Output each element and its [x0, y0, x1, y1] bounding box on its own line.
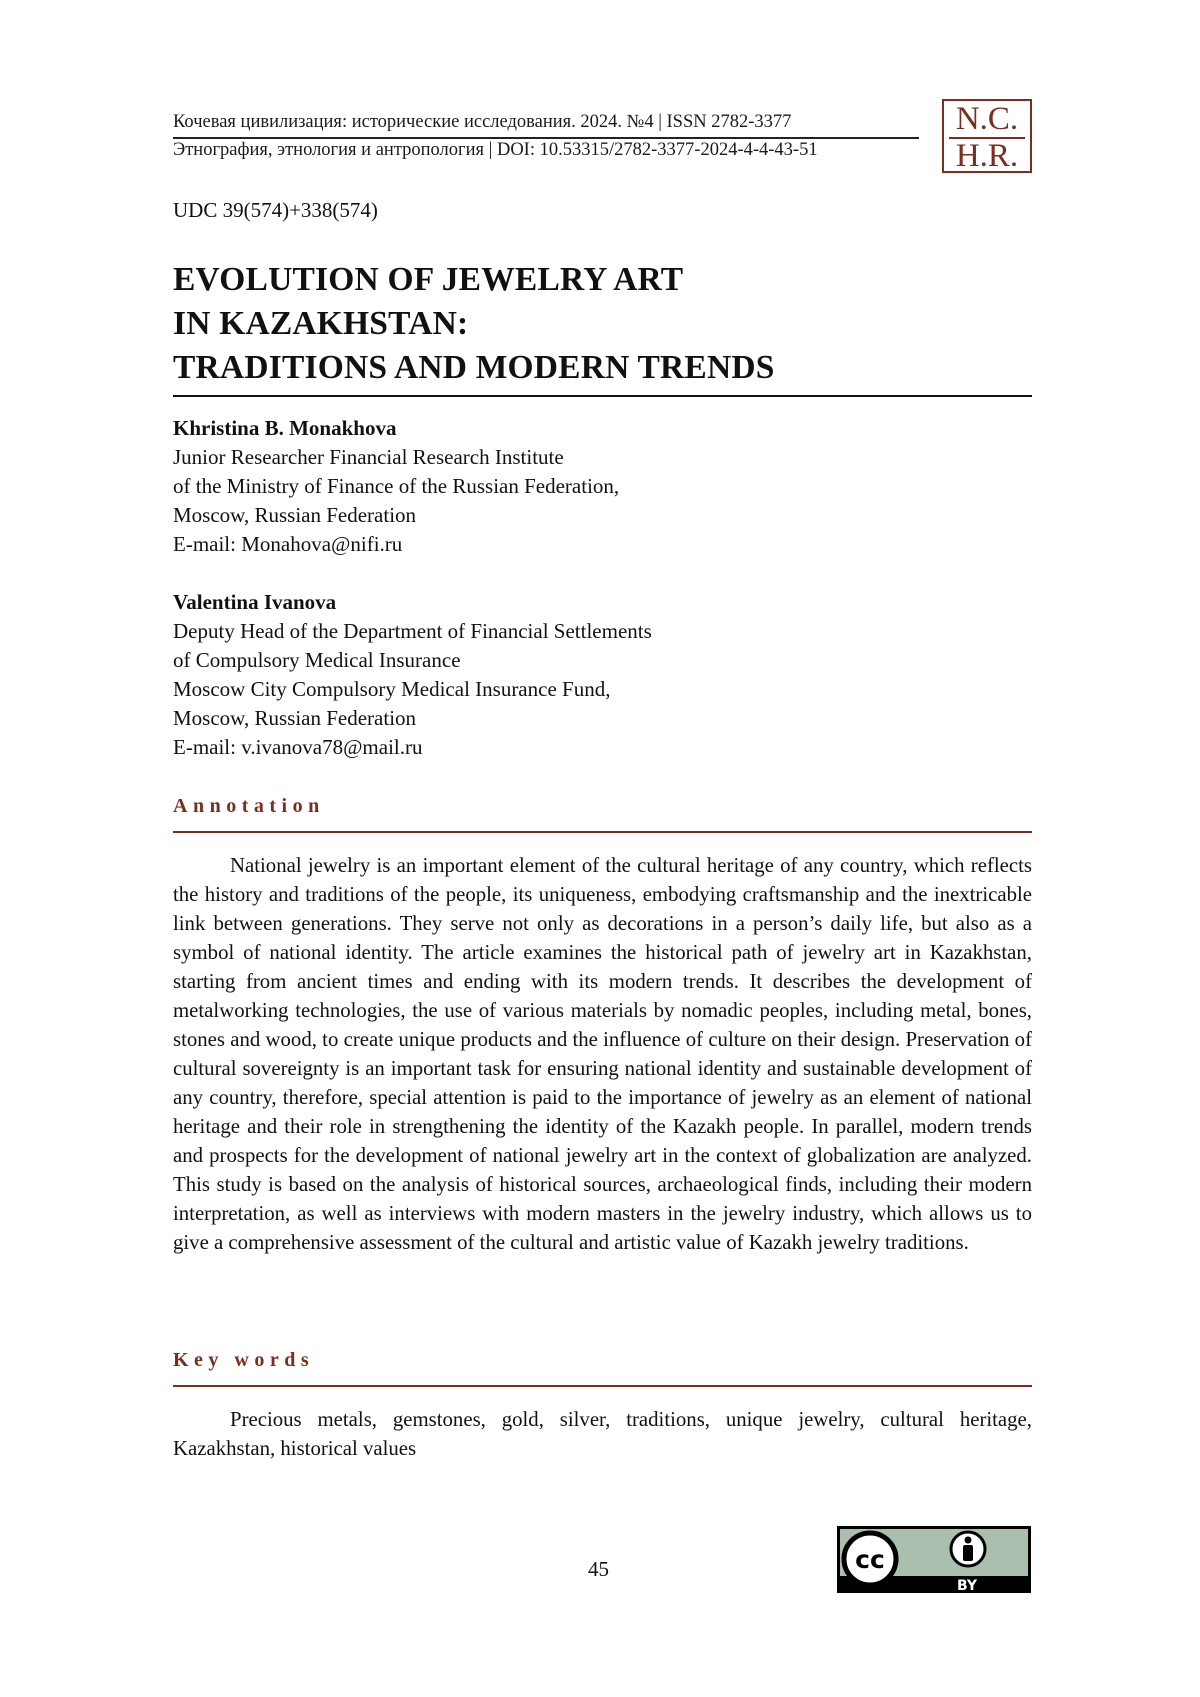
author-affiliation-line: of the Ministry of Finance of the Russian Federation, — [173, 474, 620, 498]
journal-line: Кочевая цивилизация: исторические исследования. 2024. №4 | ISSN 2782-3377 — [173, 112, 792, 132]
author-location: Moscow, Russian Federation — [173, 503, 417, 527]
author-block — [173, 414, 619, 559]
author-affiliation-line: Moscow City Compulsory Medical Insurance Fund, — [173, 677, 611, 701]
author-location: Moscow, Russian Federation — [173, 706, 417, 730]
annotation-text: National jewelry is an important element of the cultural heritage of any country, which reflects the history and traditions of the people, its uniqueness, embodying craftsmanship and the inextricable link between generations. They serve not only as decorations in a person’s daily life, but also as a symbol of national identity. The article examines the historical path of jewelry art in Kazakhstan, starting from ancient times and ending with its modern trends. It describes the development of metalworking technologies, the use of various materials by nomadic peoples, including metal, bones, stones and wood, to create unique products and the influence of culture on their design. Preservation of cultural sovereignty is an important task for ensuring national identity and sustainable development of any country, therefore, special attention is paid to the importance of jewelry as an element of national heritage and their role in strengthening the identity of the Kazakh people. In parallel, modern trends and prospects for the development of national jewelry art in the context of globalization are analyzed. This study is based on the analysis of historical sources, archaeological finds, including their modern interpretation, as well as interviews with modern masters in the jewelry industry, which allows us to give a comprehensive assessment of the cultural and artistic value of Kazakh jewelry traditions. — [173, 854, 1032, 1254]
annotation-rule — [173, 831, 1032, 833]
title-line-1: EVOLUTION OF JEWELRY ART — [173, 261, 684, 298]
author-name: Valentina Ivanova — [173, 590, 337, 614]
keywords-rule — [173, 1385, 1032, 1387]
author-email: E-mail: v.ivanova78@mail.ru — [173, 735, 423, 759]
keywords-text: Precious metals, gemstones, gold, silver, traditions, unique jewelry, cultural heritage, Kazakhstan, historical values — [173, 1408, 1032, 1460]
keywords-heading: Key words — [173, 1349, 315, 1371]
title-rule — [173, 395, 1032, 397]
logo-top-text: N.C. — [955, 101, 1019, 137]
article-title — [173, 258, 775, 390]
person-head-icon — [965, 1537, 972, 1544]
cc-letters-icon: cc — [855, 1545, 885, 1574]
author-name: Khristina B. Monakhova — [173, 416, 397, 440]
section-doi-line: Этнография, этнология и антропология | DOI: 10.53315/2782-3377-2024-4-4-43-51 — [173, 140, 818, 160]
author-affiliation-line: Deputy Head of the Department of Financial Settlements — [173, 619, 652, 643]
journal-logo — [942, 99, 1032, 173]
title-line-3: TRADITIONS AND MODERN TRENDS — [173, 349, 775, 386]
annotation-heading: Annotation — [173, 795, 325, 817]
cc-by-license-badge[interactable] — [836, 1525, 1032, 1594]
udc-code: UDC 39(574)+338(574) — [173, 198, 378, 222]
title-line-2: IN KAZAKHSTAN: — [173, 305, 469, 342]
page-number: 45 — [588, 1557, 609, 1581]
license-label: BY — [956, 1578, 978, 1594]
author-email: E-mail: Monahova@nifi.ru — [173, 532, 403, 556]
author-affiliation-line: Junior Researcher Financial Research Institute — [173, 445, 564, 469]
logo-bottom-text: H.R. — [955, 137, 1019, 174]
author-block — [173, 588, 652, 762]
person-body-icon — [963, 1545, 973, 1561]
author-affiliation-line: of Compulsory Medical Insurance — [173, 648, 461, 672]
